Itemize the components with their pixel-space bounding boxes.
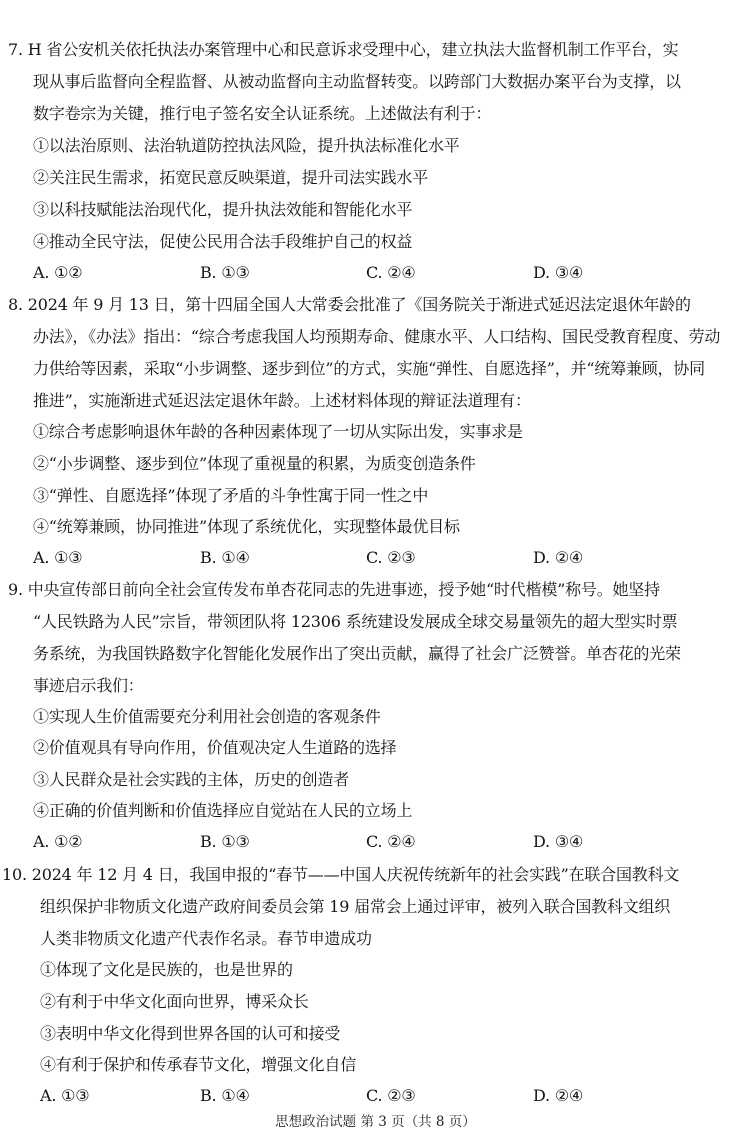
q7-choice-c: C. ②④ — [366, 263, 416, 282]
q8-choice-c: C. ②③ — [366, 548, 416, 567]
q10-option-2: ②有利于中华文化面向世界，博采众长 — [40, 992, 309, 1011]
q9-stem-line-3: 务系统，为我国铁路数字化智能化发展作出了突出贡献，赢得了社会广泛赞誉。单杏花的光荣 — [33, 644, 681, 663]
q10-choices — [0, 1086, 745, 1108]
q9-choice-d: D. ③④ — [533, 832, 584, 851]
q9-stem-line-1: 9. 中央宣传部日前向全社会宣传发布单杏花同志的先进事迹，授予她“时代楷模”称号。她坚持 — [8, 580, 660, 599]
q9-option-2: ②价值观具有导向作用，价值观决定人生道路的选择 — [33, 738, 397, 757]
q8-stem-line-4: 推进”，实施渐进式延迟法定退休年龄。上述材料体现的辩证法道理有： — [33, 391, 531, 410]
q10-option-3: ③表明中华文化得到世界各国的认可和接受 — [40, 1024, 341, 1043]
q10-option-4: ④有利于保护和传承春节文化，增强文化自信 — [40, 1055, 357, 1074]
q10-stem-line-3: 人类非物质文化遗产代表作名录。春节申遗成功 — [40, 929, 372, 948]
q9-stem-line-4: 事迹启示我们： — [33, 676, 144, 695]
q9-option-4: ④正确的价值判断和价值选择应自觉站在人民的立场上 — [33, 801, 413, 820]
q7-stem-line-1: 7. H 省公安机关依托执法办案管理中心和民意诉求受理中心，建立执法大监督机制工作平台，实 — [8, 40, 679, 59]
q8-choice-d: D. ②④ — [533, 548, 584, 567]
q8-choice-b: B. ①④ — [200, 548, 250, 567]
q7-choice-d: D. ③④ — [533, 263, 584, 282]
q7-choice-b: B. ①③ — [200, 263, 250, 282]
q7-option-4: ④推动全民守法，促使公民用合法手段维护自己的权益 — [33, 232, 413, 251]
q9-choices — [0, 832, 745, 854]
q7-stem-line-3: 数字卷宗为关键，推行电子签名安全认证系统。上述做法有利于： — [33, 104, 492, 123]
q8-option-3: ③“弹性、自愿选择”体现了矛盾的斗争性寓于同一性之中 — [33, 486, 429, 505]
q8-option-4: ④“统筹兼顾，协同推进”体现了系统优化，实现整体最优目标 — [33, 517, 460, 536]
q9-choice-c: C. ②④ — [366, 832, 416, 851]
page-footer: 思想政治试题 第 3 页（共 8 页） — [275, 1114, 476, 1130]
q9-option-3: ③人民群众是社会实践的主体，历史的创造者 — [33, 770, 350, 789]
q9-option-1: ①实现人生价值需要充分利用社会创造的客观条件 — [33, 707, 381, 726]
q7-choice-a: A. ①② — [33, 263, 83, 282]
q8-choice-a: A. ①③ — [33, 548, 83, 567]
q8-option-1: ①综合考虑影响退休年龄的各种因素体现了一切从实际出发，实事求是 — [33, 422, 523, 441]
q7-stem-line-2: 现从事后监督向全程监督、从被动监督向主动监督转变。以跨部门大数据办案平台为支撑，以 — [33, 72, 681, 91]
q9-choice-a: A. ①② — [33, 832, 83, 851]
q10-choice-d: D. ②④ — [533, 1086, 584, 1105]
q7-option-1: ①以法治原则、法治轨道防控执法风险，提升执法标准化水平 — [33, 136, 460, 155]
q7-option-3: ③以科技赋能法治现代化，提升执法效能和智能化水平 — [33, 200, 413, 219]
q10-choice-b: B. ①④ — [200, 1086, 250, 1105]
q8-option-2: ②“小步调整、逐步到位”体现了重视量的积累，为质变创造条件 — [33, 454, 476, 473]
q7-choices — [0, 263, 745, 285]
q10-option-1: ①体现了文化是民族的，也是世界的 — [40, 960, 293, 979]
q10-stem-line-2: 组织保护非物质文化遗产政府间委员会第 19 届常会上通过评审，被列入联合国教科文组织 — [40, 897, 671, 916]
q9-choice-b: B. ①③ — [200, 832, 250, 851]
q9-stem-line-2: “人民铁路为人民”宗旨，带领团队将 12306 系统建设发展成全球交易量领先的超大型实时票 — [33, 612, 678, 631]
q7-option-2: ②关注民生需求，拓宽民意反映渠道，提升司法实践水平 — [33, 168, 429, 187]
q8-stem-line-3: 力供给等因素，采取“小步调整、逐步到位”的方式，实施“弹性、自愿选择”，并“统筹兼顾，协同 — [33, 359, 705, 378]
q8-stem-line-1: 8. 2024 年 9 月 13 日，第十四届全国人大常委会批准了《国务院关于渐进式延迟法定退休年龄的 — [8, 295, 691, 314]
q8-stem-line-2: 办法》，《办法》指出：“综合考虑我国人均预期寿命、健康水平、人口结构、国民受教育程度、劳动 — [33, 327, 721, 346]
q10-choice-c: C. ②③ — [366, 1086, 416, 1105]
q10-stem-line-1: 10. 2024 年 12 月 4 日，我国申报的“春节——中国人庆祝传统新年的社会实践”在联合国教科文 — [2, 865, 680, 884]
q10-choice-a: A. ①③ — [40, 1086, 90, 1105]
q8-choices — [0, 548, 745, 570]
